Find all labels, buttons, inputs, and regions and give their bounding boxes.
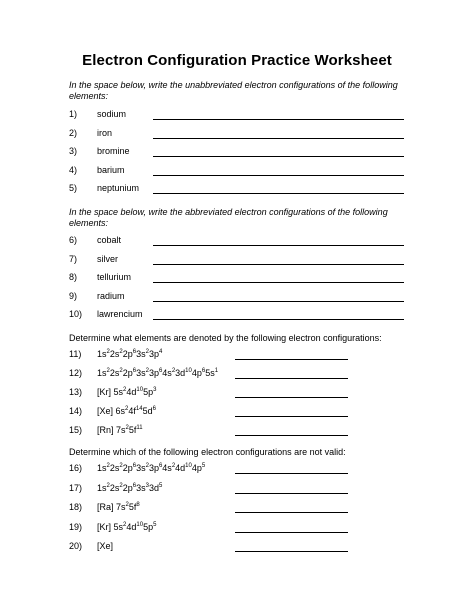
superscript: 2 [119,482,123,489]
question-number: 6) [69,235,78,245]
answer-line[interactable] [235,416,348,417]
question-number: 13) [69,387,83,397]
answer-line[interactable] [153,119,404,120]
superscript: 10 [185,368,192,374]
superscript: 10 [185,463,192,469]
superscript: 6 [201,368,206,374]
question-number: 8) [69,272,78,282]
superscript: 3 [153,387,157,393]
superscript: 5 [158,482,163,489]
superscript: 2 [171,463,176,469]
superscript: 2 [145,349,149,355]
answer-line[interactable] [153,156,404,157]
superscript: 6 [132,368,137,374]
superscript: 6 [132,463,137,469]
element-name: lawrencium [97,309,143,319]
answer-line[interactable] [153,138,404,139]
superscript: 10 [136,387,144,393]
element-name: neptunium [97,183,140,193]
superscript: 6 [132,349,137,355]
answer-line[interactable] [153,319,404,320]
answer-line[interactable] [235,512,348,513]
superscript: 2 [119,349,123,355]
electron-configuration: $1s^22s^22p^63s^33d^5$ [97,482,163,493]
section4-instruction: Determine which of the following electron configurations are not valid: [69,447,346,457]
element-name: cobalt [97,235,122,245]
question-number: 4) [69,164,78,175]
superscript: 1 [214,368,219,374]
superscript: 4 [158,349,163,355]
page-title: Electron Configuration Practice Worksheet [82,52,392,69]
element-name: barium [97,164,125,175]
question-number: 2) [69,127,78,138]
superscript: 3 [145,482,149,489]
question-number: 1) [69,109,78,119]
element-name: iron [97,127,113,138]
answer-line[interactable] [235,473,348,474]
electron-configuration: [Xe] [97,541,114,551]
electron-configuration: $1s^22s^22p^63s^23p^64s^23d^{10}4p^65s^1$ [97,368,219,378]
answer-line[interactable] [235,551,348,552]
answer-line[interactable] [153,245,404,246]
question-number: 5) [69,183,78,193]
answer-line[interactable] [235,532,348,533]
electron-configuration: $1s^22s^22p^63s^23p^4$ [97,349,163,359]
superscript: 2 [145,463,149,469]
superscript: 2 [119,368,123,374]
superscript: 2 [125,502,129,508]
superscript: 2 [125,406,129,412]
electron-configuration: [Kr] $5s^24d^{10}5p^3$ [97,387,157,397]
element-name: silver [97,253,119,264]
superscript: 8 [136,502,140,508]
answer-line[interactable] [235,435,348,436]
section1-instruction: In the space below, write the unabbreviated electron configurations of the following elements: [69,80,398,101]
element-name: bromine [97,146,130,156]
section3-instruction: Determine what elements are denoted by the following electron configurations: [69,333,382,343]
superscript: 2 [106,482,110,489]
answer-line[interactable] [235,493,348,494]
superscript: 11 [136,425,143,431]
answer-line[interactable] [153,282,404,283]
question-number: 3) [69,146,78,156]
electron-configuration: [Xe] $6s^24f^{14}5d^6$ [97,406,156,416]
answer-line[interactable] [235,397,348,398]
superscript: 10 [136,521,144,528]
question-number: 7) [69,253,78,264]
answer-line[interactable] [153,175,404,176]
answer-line[interactable] [153,193,404,194]
question-number: 18) [69,502,83,512]
superscript: 6 [152,406,156,412]
superscript: 6 [158,368,163,374]
question-number: 14) [69,406,83,416]
superscript: 14 [135,406,143,412]
electron-configuration: [Ra] $7s^25f^8$ [97,502,140,512]
electron-configuration: $1s^22s^22p^63s^23p^64s^24d^{10}4p^5$ [97,463,206,473]
answer-line[interactable] [153,264,404,265]
question-number: 12) [69,368,83,378]
element-name: radium [97,290,125,301]
electron-configuration: [Kr] $5s^24d^{10}5p^5$ [97,521,157,532]
question-number: 16) [69,463,83,473]
superscript: 2 [106,349,110,355]
question-number: 9) [69,290,78,301]
superscript: 6 [158,463,163,469]
electron-configuration: [Rn] $7s^25f^{11}$ [97,425,143,435]
superscript: 2 [123,521,127,528]
element-name: sodium [97,109,127,119]
superscript: 2 [119,463,123,469]
superscript: 2 [171,368,176,374]
question-number: 11) [69,349,82,359]
answer-line[interactable] [235,378,348,379]
element-name: tellurium [97,272,132,282]
superscript: 2 [106,463,110,469]
question-number: 20) [69,541,83,551]
superscript: 2 [123,387,127,393]
question-number: 17) [69,482,83,493]
superscript: 2 [125,425,129,431]
answer-line[interactable] [153,301,404,302]
superscript: 2 [145,368,149,374]
answer-line[interactable] [235,359,348,360]
question-number: 15) [69,425,83,435]
superscript: 5 [153,521,157,528]
superscript: 2 [106,368,110,374]
section2-instruction: In the space below, write the abbreviated electron configurations of the following elements: [69,207,388,228]
question-number: 10) [69,309,83,319]
superscript: 5 [201,463,206,469]
superscript: 6 [132,482,137,489]
question-number: 19) [69,521,83,532]
